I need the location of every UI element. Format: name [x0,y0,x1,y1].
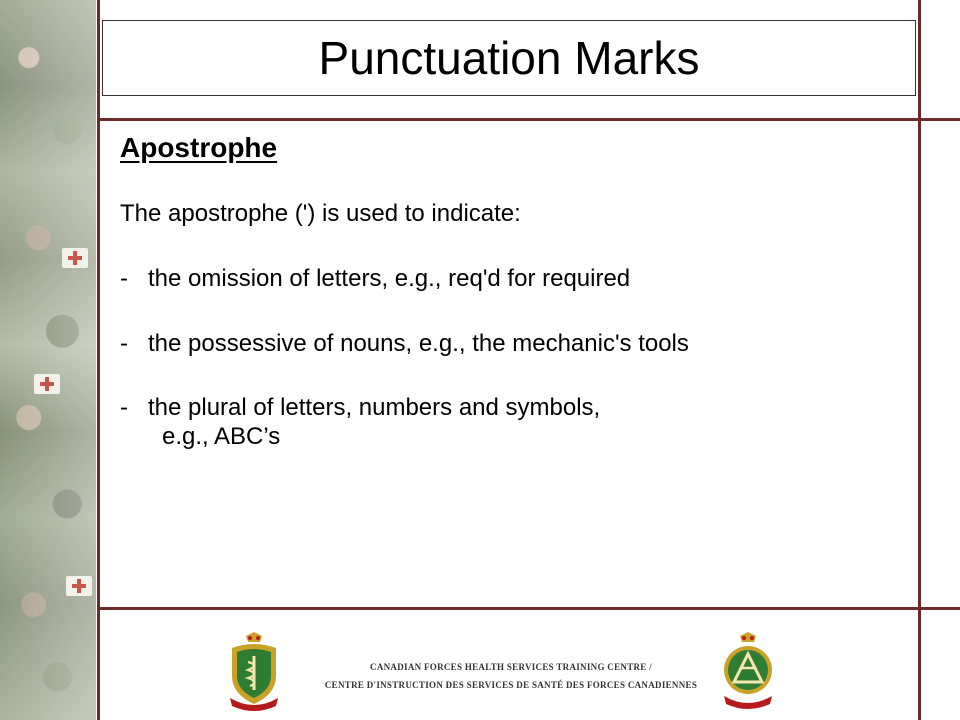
bullet-text: the plural of letters, numbers and symbols, [148,394,601,422]
bullet-item [120,330,910,359]
bullet-item [120,394,910,423]
frame-line-top [100,118,960,121]
title-box [102,20,916,96]
intro-text: The apostrophe (') is used to indicate: [120,200,521,227]
red-cross-icon [34,374,60,394]
bullet-dash: - [120,264,128,292]
footer-line-english: CANADIAN FORCES HEALTH SERVICES TRAINING CENTRE / [370,662,652,672]
side-photo-strip [0,0,96,720]
training-centre-crest-icon [720,632,776,712]
frame-line-right [918,0,921,720]
bullet-dash: - [120,394,128,422]
footer-line-french: CENTRE D'INSTRUCTION DES SERVICES DE SANTÉ DES FORCES CANADIENNES [324,680,698,690]
red-cross-icon [62,248,88,268]
footer-institution-text [306,658,716,694]
bullet-item [120,265,910,294]
frame-line-bottom [100,607,960,610]
bullet-text: the omission of letters, e.g., req'd for required [148,264,631,292]
slide-title: Punctuation Marks [318,32,700,84]
slide-content [120,132,910,452]
bullet-text: the possessive of nouns, e.g., the mechanic's tools [148,329,689,357]
bullet-continuation: e.g., ABC’s [162,423,281,451]
medical-crest-icon [226,632,282,712]
section-heading: Apostrophe [120,132,278,163]
bullet-dash: - [120,329,128,357]
red-cross-icon [66,576,92,596]
footer [100,612,918,720]
